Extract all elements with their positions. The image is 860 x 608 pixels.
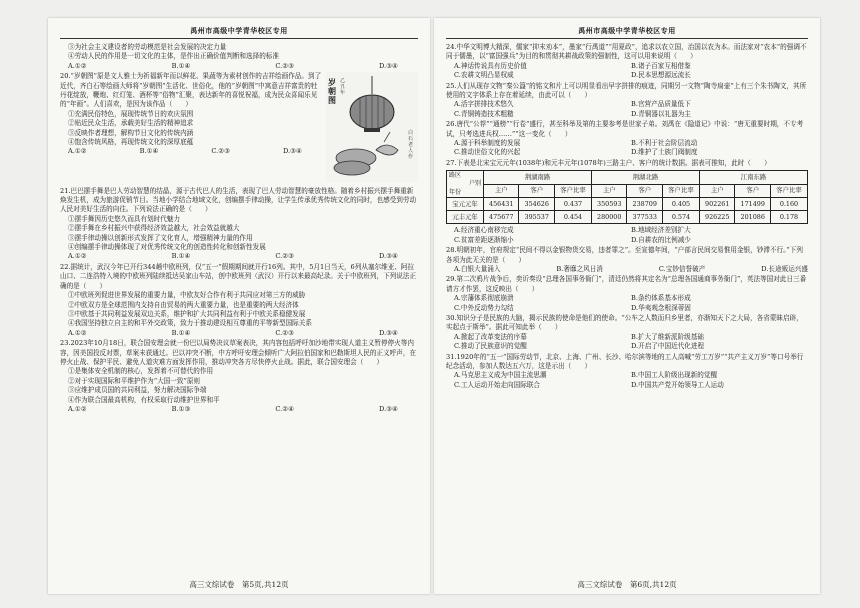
- answer-choices: [446, 148, 808, 157]
- choice-c: C.工人运动开始走向国际联合: [454, 380, 541, 389]
- table-cell: 456431: [483, 198, 519, 211]
- option-line: ①充满民俗特色，展现传统节日的欢庆氛围: [68, 109, 194, 118]
- page-footer: 高三文综试卷 第5页,共12页: [189, 580, 289, 589]
- question-stem: 24.中华文明博大精深，儒家“抑末劝本”，墨家“行禹道”“用夏政”，追求以农立国，治国以农为本。而法家对“农本”的强调不同于儒墨，以“富国强兵”为目的和贯彻其耕战政策的强制性，这可以用来说明（ ）: [446, 43, 807, 61]
- choice-d: D.③④: [283, 147, 302, 156]
- painting-inscription: 乙丑年: [340, 78, 346, 97]
- option-line: ③为社会主义建设者的劳动模范是社会发展的决定力量: [68, 43, 227, 51]
- question-stem: 27.下表是北宋宝元元年(1038年)和元丰元年(1078年)三路主户、客户的统计数据。据表可推知，此时（ ）: [446, 158, 771, 167]
- answer-choices: [60, 62, 418, 71]
- choice-a: A.①②: [68, 147, 87, 156]
- table-cell: 171499: [735, 198, 771, 211]
- column-header: 客户比率: [770, 184, 807, 198]
- region-header: 荆湖南路: [483, 171, 591, 185]
- table-corner-cell: [447, 171, 484, 198]
- choice-b: B.①③: [171, 404, 191, 413]
- question-stem: 22.据统计，武汉今年已开行344趟中欧班列，仅“五一”假期期间就开行16列。其中，5月1日当天，6列从塞尔维亚、阿拉山口、二连浩特入境的中欧班列陆续抵达吴家山车站，创中欧班列（武汉）开行以来最高纪录。关于中欧班列，下列说法正确的是（ ）: [60, 262, 417, 290]
- choice-a: A.源于科举制度的发展: [454, 139, 521, 148]
- column-header: 主户: [699, 184, 735, 198]
- choice-b: B.扩大了维新派阶级基础: [631, 332, 704, 341]
- table-cell: 201086: [735, 211, 771, 224]
- column-header: 客户: [735, 184, 771, 198]
- table-cell: 0.405: [662, 198, 699, 211]
- table-row: [447, 211, 808, 224]
- choice-d: D.③④: [379, 61, 398, 70]
- table-cell: 354626: [519, 198, 555, 211]
- answer-choices: [446, 236, 808, 245]
- choice-c: C.农耕文明凸显权威: [454, 71, 514, 80]
- table-cell: 0.178: [770, 211, 807, 224]
- exam-page-6: [434, 18, 820, 594]
- answer-choices: [60, 147, 322, 156]
- column-header: 客户: [519, 184, 555, 198]
- choice-a: A.①②: [68, 61, 87, 70]
- table-subheader-row: [447, 184, 808, 198]
- exam-page-5: [48, 18, 430, 594]
- question-25: [446, 82, 808, 120]
- choice-a: A.①②: [68, 404, 87, 413]
- choice-a: A.①②: [68, 252, 87, 261]
- table-cell: 0.454: [554, 211, 591, 224]
- option-line: ②摆手舞在乡村振兴中获得经济效益越大，社会效益就越大: [68, 224, 240, 233]
- answer-choices: [446, 304, 808, 313]
- question-20: [60, 72, 418, 185]
- question-stem: 29.第二次鸦片战争后，奕䜣奏设“总理各国事务衙门”，清廷仍然将其定名为“总理各国通商事务衙门”，英法等国对此日三番请方才作罢，这反映出（ ）: [446, 275, 807, 293]
- choice-c: C.②③: [275, 252, 295, 261]
- table-header-row: [447, 171, 808, 185]
- question-29: [446, 275, 808, 313]
- painting-title: 岁朝图: [328, 77, 336, 106]
- option-line: ③摆手律动操以创新形式发挥了文化育人，增强精神力量的作用: [68, 233, 253, 242]
- question-31: [446, 353, 808, 391]
- answer-choices: [446, 294, 808, 303]
- question-stem: 21.巴巴摆手舞是巴人劳动智慧的结晶，源于古代巴人的生活，表现了巴人劳动智慧的豪放性格。随着乡村振兴摆手舞重新焕发生机，成为旅游促销节目。当地小学结合地域文化，创编摆手律动操，让学生传承优秀传统文化的同时，也感受到劳动人民对美好生活的向往。下列说法正确的是（ ）: [60, 186, 417, 214]
- page-footer: 高三文综试卷 第6页,共12页: [577, 580, 677, 589]
- choice-b: B.地域经济差别扩大: [631, 226, 691, 235]
- choice-d: D.③④: [379, 328, 398, 337]
- choice-d: D.③④: [379, 252, 398, 261]
- column-header: 主户: [591, 184, 627, 198]
- question-27: [446, 159, 808, 245]
- column-header: 客户: [627, 184, 663, 198]
- option-line: ④我国坚持独立自主的和平外交政策，致力于推动建设相互尊重的平等新型国际关系: [68, 319, 312, 328]
- question-stem: 23.2023年10月18日，联合国安理会就一份巴以局势决议草案表决，其内容包括呼吁加沙地带实现人道主义暂停停火等内容，因美国投反对票，草案未获通过。巴以冲突不断，中方呼吁安理会倾听广大阿拉伯国家和巴勒斯坦人民的正义呼声，在停火止战、保护平民、避免人道灾难方面发挥作用，推动冲突各方尽快停火止战。据此，联合国安理会（ ）: [60, 339, 417, 366]
- choice-c: C.②③: [275, 61, 295, 70]
- question-stem: 25.人们从现存文物“秦公簋”的铭文和片上可以明显看出早字拼排的痕迹，同期另一文物“陶寺扁壶”上有三个朱书陶文，其所使用的文字体系上存在着延续，由此可以（ ）: [446, 81, 807, 100]
- answer-choices: [446, 71, 808, 80]
- table-cell: 377533: [627, 211, 663, 224]
- choice-a: A.①②: [68, 328, 87, 337]
- question-21: [60, 187, 418, 262]
- page-content: [434, 43, 820, 390]
- option-line: ④作为联合国最高机构，有权采取行动维护世界和平: [68, 395, 220, 404]
- question-stem: 28.明朝初年，官府规定“民间不得以金银物货交易，违者罪之”。至宣德年间，“户部言民间交易惟用金银，钞滞不行。”下列各项为此无关的是（ ）: [446, 246, 803, 264]
- choice-a: A.白银大量涌入: [454, 264, 501, 273]
- corner-label: 户别: [468, 180, 481, 188]
- table-cell: 0.160: [770, 198, 807, 211]
- choice-a: A.宗藩体系彻底崩溃: [454, 294, 514, 303]
- option-line: ④创编摆手律动操体现了对优秀传统文化的创造性转化和创新性发展: [68, 243, 266, 252]
- table-cell: 350593: [591, 198, 627, 211]
- column-header: 客户比率: [662, 184, 699, 198]
- choice-a: A.神话传说具有历史价值: [454, 61, 527, 70]
- painting-inscription: 白石老人作: [408, 130, 414, 161]
- choice-b: B.奢靡之风日消: [556, 264, 603, 273]
- choice-b: B.①④: [171, 252, 191, 261]
- answer-choices: [60, 329, 418, 338]
- choice-b: B.①④: [171, 61, 191, 70]
- choice-d: D.③④: [379, 404, 398, 413]
- choice-d: D.维护了士族门阀制度: [631, 148, 698, 157]
- page-header: 禹州市高级中学青华校区专用: [446, 26, 808, 39]
- question-stem: 26.唐代“公荐”“通榜”“行卷”盛行，甚至科举及第的主要参考是世家子弟。刘禹在《隐道记》中说：“唐无重要时期，不专考试，只考选进兵权……”“这一变化（ ）: [446, 120, 804, 138]
- choice-b: B.诸子百家互相借鉴: [631, 61, 691, 70]
- choice-b: B.条约体系基本形成: [631, 294, 691, 303]
- choice-d: D.自耕农的比例减少: [631, 235, 691, 244]
- table-cell: 902261: [699, 198, 735, 211]
- choice-d: D.开启了中国近代化进程: [631, 342, 705, 351]
- table-cell: 395537: [519, 211, 555, 224]
- table-cell: 280000: [591, 211, 627, 224]
- choice-c: C.推动世俗文化的兴起: [454, 148, 521, 157]
- corner-label: 路区: [449, 172, 462, 180]
- question-22: [60, 263, 418, 338]
- choice-c: C.推动了民族意识的觉醒: [454, 342, 527, 351]
- answer-choices: [446, 333, 808, 342]
- year-cell: 元丰元年: [447, 211, 484, 224]
- year-cell: 宝元元年: [447, 198, 484, 211]
- table-cell: 238709: [627, 198, 663, 211]
- question-24: [446, 43, 808, 81]
- choice-c: C.②③: [211, 147, 231, 156]
- corner-label: 年份: [449, 188, 462, 196]
- table-cell: 0.574: [662, 211, 699, 224]
- option-line: ①中欧班列促进世界发展的重要力量，中欧友好合作有利于共同应对第三方的威胁: [68, 291, 306, 300]
- choice-c: C.贫富差距逐渐缩小: [454, 235, 514, 244]
- region-header: 江南东路: [699, 171, 807, 185]
- table-cell: 0.437: [554, 198, 591, 211]
- choice-a: A.活字拼排技术悠久: [454, 100, 514, 109]
- table-row: [447, 198, 808, 211]
- page-header: 禹州市高级中学青华校区专用: [60, 26, 418, 39]
- choice-b: B.官营产品质量低下: [631, 100, 691, 109]
- question-stem: 31.1920年的“五一”国际劳动节，北京、上海、广州、长沙、哈尔滨等地的工人高喊“劳工万岁”“共产主义万岁”等口号举行纪念活动，参加人数达五六万，这是示出（ ）: [446, 352, 804, 370]
- option-line: ②中欧双方是全球范围内支持自由贸易的两大重要力量，也是重要的两大经济体: [68, 300, 299, 309]
- choice-b: B.中国工人阶级出现新的觉醒: [631, 371, 718, 380]
- choice-d: D.青铜器以礼器为主: [631, 109, 691, 118]
- choice-d: D.中国共产党开始领导工人运动: [631, 380, 724, 389]
- option-line: ②贴近民众生活，承载美好生活的精神追求: [68, 119, 194, 128]
- answer-choices: [446, 226, 808, 235]
- choice-c: C.中外反动势力勾结: [454, 303, 514, 312]
- question-30: [446, 314, 808, 352]
- option-line: ③中欧基于共同利益发展双边关系，维护和扩大共同利益有利于中欧关系稳健发展: [68, 309, 306, 318]
- choice-a: A.掀起了改革变法的序幕: [454, 332, 527, 341]
- choice-b: B.①④: [139, 147, 159, 156]
- choice-c: C.宝钞信誉破产: [658, 264, 706, 273]
- option-line: ①是集体安全机制的核心，发挥着不可替代的作用: [68, 367, 214, 376]
- question-26: [446, 120, 808, 158]
- column-header: 客户比率: [554, 184, 591, 198]
- choice-c: C.②③: [275, 328, 295, 337]
- household-statistics-table: [446, 170, 808, 224]
- choice-a: A.马克思主义成为中国主流思潮: [454, 371, 547, 380]
- option-line: ④饱含传统风格，再现传统文化的深厚底蕴: [68, 138, 194, 147]
- option-line: ③反映作者理想，解构节日文化的传统内涵: [68, 128, 194, 137]
- answer-choices: [446, 62, 808, 71]
- question-23: [60, 339, 418, 414]
- option-line: ④劳动人民的作用是一切文化的主体，是作出正确价值判断和选择的标准: [68, 52, 279, 61]
- answer-choices: [446, 342, 808, 351]
- choice-a: A.经济重心南移完成: [454, 226, 514, 235]
- page-content: [48, 43, 430, 414]
- suichao-painting-image: [326, 72, 418, 185]
- answer-choices: [446, 381, 808, 390]
- option-line: ②对于实现国际和平维护作为“大国一致”原则: [68, 376, 201, 385]
- table-cell: 926225: [699, 211, 735, 224]
- answer-choices: [446, 110, 808, 119]
- choice-b: B.不利于社会阶层流动: [631, 139, 698, 148]
- choice-c: C.青铜铸造技术粗糙: [454, 109, 514, 118]
- choice-c: C.②④: [275, 404, 295, 413]
- answer-choices: [446, 265, 808, 274]
- choice-b: B.①④: [171, 328, 191, 337]
- question-stem: 20.“岁朝图”原是文人雅士为祈福新年而以鲜花、果蔬等为素材创作的吉祥绘画作品。到了近代，齐白石等绘画大师将“岁朝图”生活化、世俗化，他的“岁朝图”中寓意吉祥富贵的牡丹花绽放，鞭炮、红灯笼、酒杯等“俗物”汇聚，表达新年的喜悦祝福，成为民众喜闻乐见的“年画”。人们喜欢，是因为该作品（ ）: [60, 72, 322, 109]
- question-28: [446, 246, 808, 274]
- option-line: ③应维护成员国的共同利益，努力解决国际争端: [68, 386, 207, 395]
- region-header: 荆湖北路: [591, 171, 699, 185]
- choice-d: D.华夷观念根深蒂固: [631, 303, 691, 312]
- answer-choices: [446, 100, 808, 109]
- table-cell: 475677: [483, 211, 519, 224]
- question-stem: 30.知识分子是民族的大脑，揭示民族的使命是他们的使命。“公车之人数而归乡里者，亦渐知天下之大局，各省蒙昧启辟，实起点于斯举”。据此可知此举（ ）: [446, 313, 803, 332]
- answer-choices: [60, 405, 418, 414]
- option-line: ①摆手舞因历史悠久而具有划时代魅力: [68, 214, 181, 223]
- choice-d: D.民本思想源远流长: [631, 71, 691, 80]
- answer-choices: [446, 371, 808, 380]
- column-header: 主户: [483, 184, 519, 198]
- answer-choices: [60, 252, 418, 261]
- choice-d: D.长途贩运兴盛: [761, 264, 808, 273]
